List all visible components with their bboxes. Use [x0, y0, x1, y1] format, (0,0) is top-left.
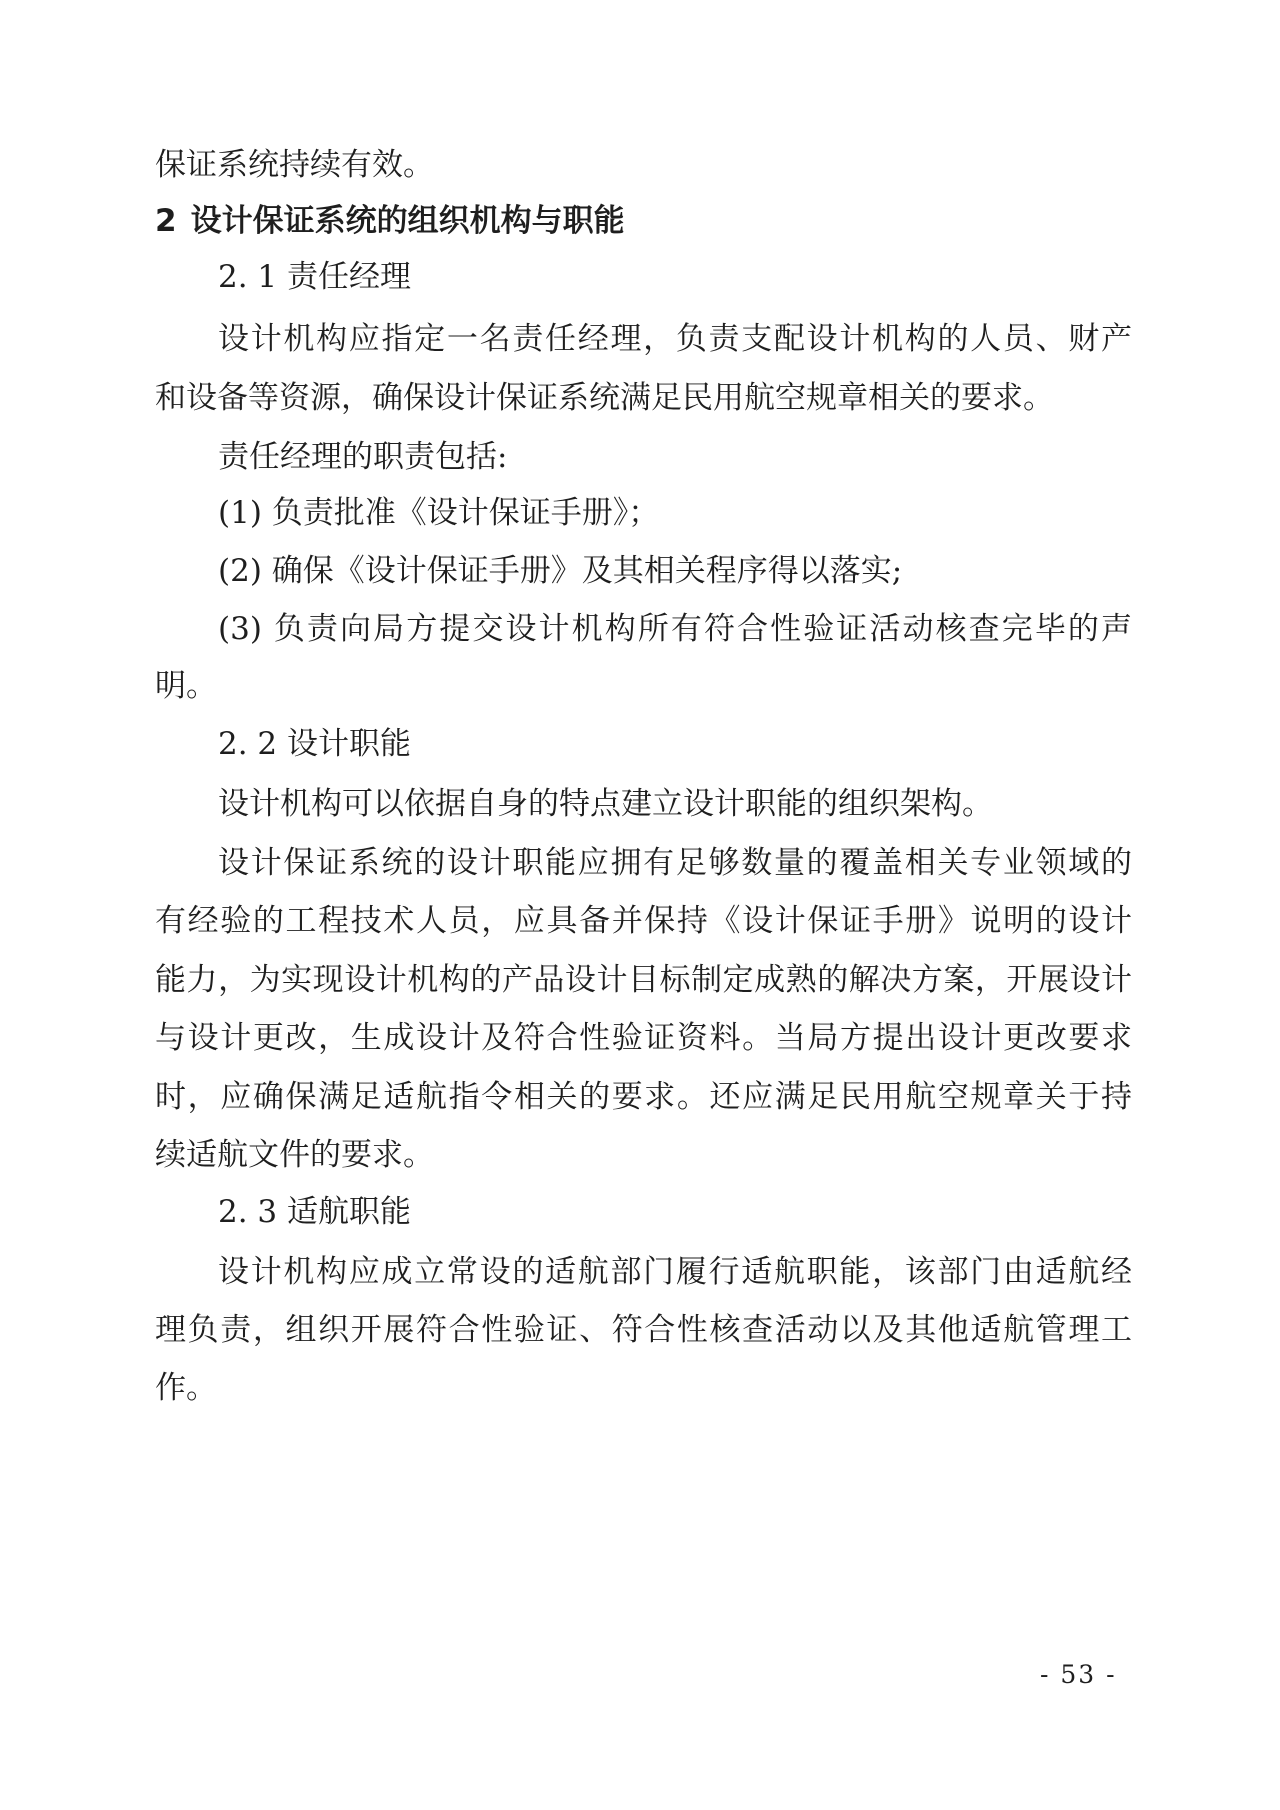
- paragraph-line: 设计机构可以依据自身的特点建立设计职能的组织架构。: [218, 786, 993, 822]
- intro-tail-line: 保证系统持续有效。: [155, 147, 434, 183]
- duty-item-3-continued: 明。: [155, 668, 217, 704]
- duty-item-1: (1) 负责批准《设计保证手册》；: [218, 495, 660, 531]
- paragraph-line: 和设备等资源，确保设计保证系统满足民用航空规章相关的要求。: [155, 380, 1054, 416]
- duty-item-2: (2) 确保《设计保证手册》及其相关程序得以落实;: [218, 553, 903, 589]
- paragraph-line: 有经验的工程技术人员，应具备并保持《设计保证手册》说明的设计: [155, 903, 1132, 939]
- paragraph-line: 设计机构应成立常设的适航部门履行适航职能，该部门由适航经: [218, 1254, 1132, 1290]
- paragraph-line: 与设计更改，生成设计及符合性验证资料。当局方提出设计更改要求: [155, 1020, 1132, 1056]
- subsection-2-1-title: 2. 1 责任经理: [218, 259, 412, 295]
- section-2-number: 2: [155, 203, 177, 239]
- paragraph-line: 作。: [155, 1370, 217, 1406]
- subsection-2-3-title: 2. 3 适航职能: [218, 1194, 412, 1230]
- paragraph-line: 设计机构应指定一名责任经理，负责支配设计机构的人员、财产: [218, 321, 1132, 357]
- paragraph-line: 时，应确保满足适航指令相关的要求。还应满足民用航空规章关于持: [155, 1079, 1132, 1115]
- section-2-heading: [155, 201, 625, 241]
- paragraph-line: 设计保证系统的设计职能应拥有足够数量的覆盖相关专业领域的: [218, 845, 1132, 881]
- page-number: - 53 -: [1040, 1660, 1117, 1689]
- paragraph-line: 理负责，组织开展符合性验证、符合性核查活动以及其他适航管理工: [155, 1312, 1132, 1348]
- section-2-title: 设计保证系统的组织机构与职能: [190, 203, 625, 239]
- subsection-2-2-title: 2. 2 设计职能: [218, 726, 412, 762]
- duty-item-3: (3) 负责向局方提交设计机构所有符合性验证活动核查完毕的声: [218, 611, 1132, 647]
- paragraph-line: 续适航文件的要求。: [155, 1137, 434, 1173]
- duties-intro-line: 责任经理的职责包括:: [218, 439, 508, 475]
- paragraph-line: 能力，为实现设计机构的产品设计目标制定成熟的解决方案，开展设计: [155, 962, 1132, 998]
